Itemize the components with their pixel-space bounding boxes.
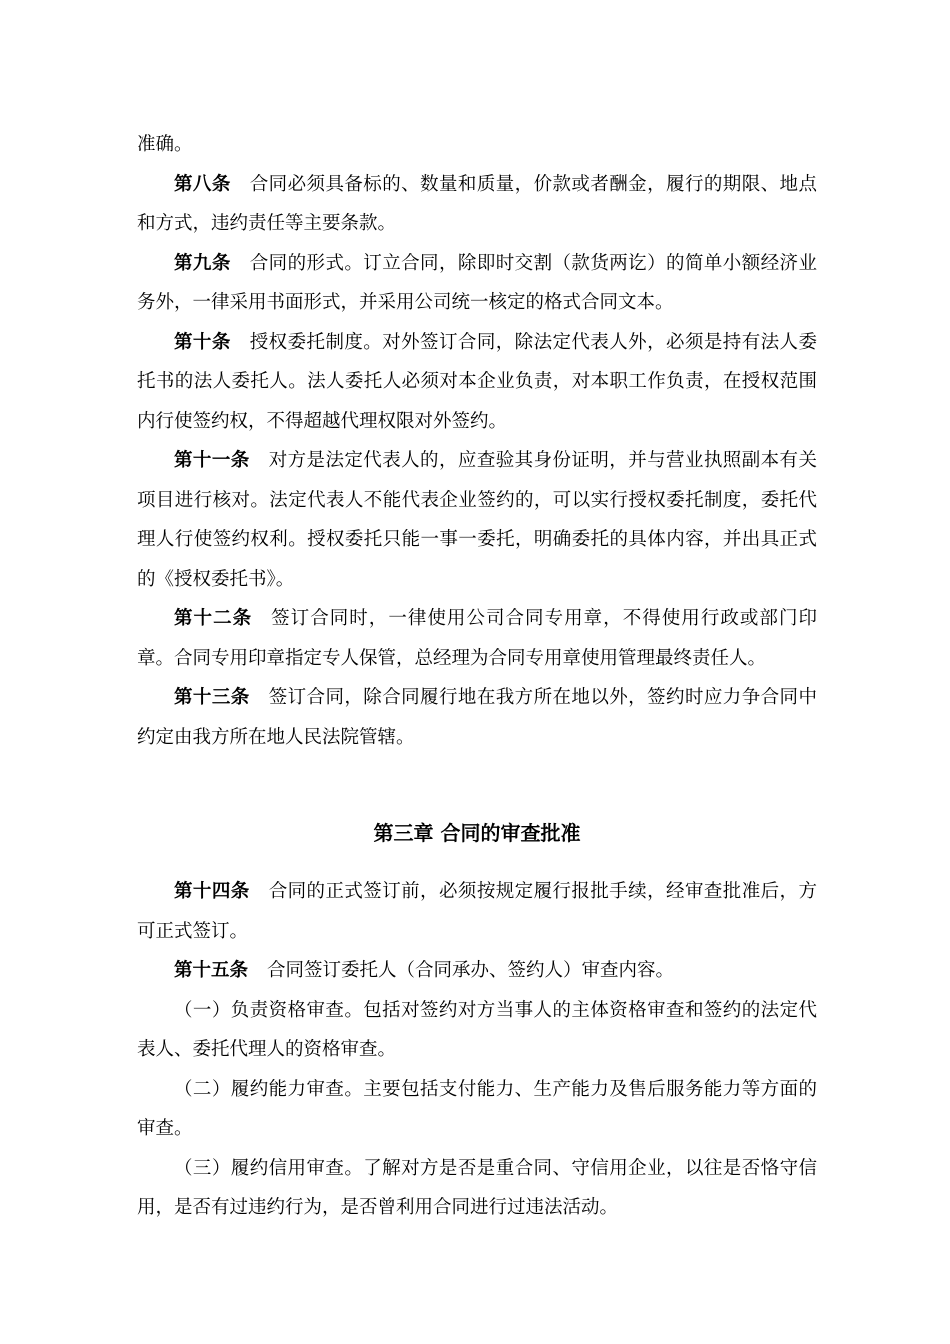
article-label: 第十三条	[174, 687, 250, 708]
article-label: 第十四条	[174, 881, 250, 902]
article-9	[137, 244, 817, 323]
article-text: 合同的形式。订立合同，除即时交割（款货两讫）的简单小额经济业务外，一律采用书面形式，并采用公司统一核定的格式合同文本。	[137, 252, 817, 313]
article-text: 合同签订委托人（合同承办、签约人）审查内容。	[267, 960, 675, 981]
article-text: 对方是法定代表人的，应查验其身份证明，并与营业执照副本有关项目进行核对。法定代表人不能代表企业签约的，可以实行授权委托制度，委托代理人行使签约权利。授权委托只能一事一委托，明确委托的具体内容，并出具正式的《授权委托书》。	[137, 450, 817, 590]
article-15	[137, 951, 817, 991]
article-label: 第十二条	[174, 608, 253, 629]
article-label: 第八条	[174, 173, 231, 195]
spacer	[137, 757, 817, 813]
article-text: 授权委托制度。对外签订合同，除法定代表人外，必须是持有法人委托书的法人委托人。法人委托人必须对本企业负责，对本职工作负责，在授权范围内行使签约权，不得超越代理权限对外签约。	[137, 331, 817, 432]
article-text: 合同的正式签订前，必须按规定履行报批手续，经审查批准后，方可正式签订。	[137, 881, 817, 942]
article-12	[137, 599, 817, 678]
article-text: 合同必须具备标的、数量和质量，价款或者酬金，履行的期限、地点和方式，违约责任等主要条款。	[137, 173, 817, 234]
article-label: 第十一条	[174, 450, 250, 471]
article-10	[137, 323, 817, 442]
article-label: 第十五条	[174, 960, 249, 981]
list-item-qualification: （一）负责资格审查。包括对签约对方当事人的主体资格审查和签约的法定代表人、委托代理人的资格审查。	[137, 999, 817, 1060]
continuation-text: 准确。	[137, 134, 193, 155]
article-11	[137, 441, 817, 599]
document-body	[137, 125, 817, 1228]
chapter-title: 第三章 合同的审查批准	[373, 821, 581, 845]
article-14	[137, 872, 817, 951]
list-item-capability: （二）履约能力审查。主要包括支付能力、生产能力及售后服务能力等方面的审查。	[137, 1078, 817, 1139]
article-label: 第九条	[174, 252, 231, 274]
article-13	[137, 678, 817, 757]
article-text: 签订合同，除合同履行地在我方所在地以外，签约时应力争合同中约定由我方所在地人民法院管辖。	[137, 687, 817, 748]
spacer	[137, 853, 817, 872]
list-item-credit: （三）履约信用审查。了解对方是否是重合同、守信用企业，以往是否恪守信用，是否有过违约行为，是否曾利用合同进行过违法活动。	[137, 1157, 817, 1218]
article-label: 第十条	[174, 331, 231, 353]
article-text: 签订合同时，一律使用公司合同专用章，不得使用行政或部门印章。合同专用印章指定专人保管，总经理为合同专用章使用管理最终责任人。	[137, 608, 817, 669]
article-8	[137, 165, 817, 244]
